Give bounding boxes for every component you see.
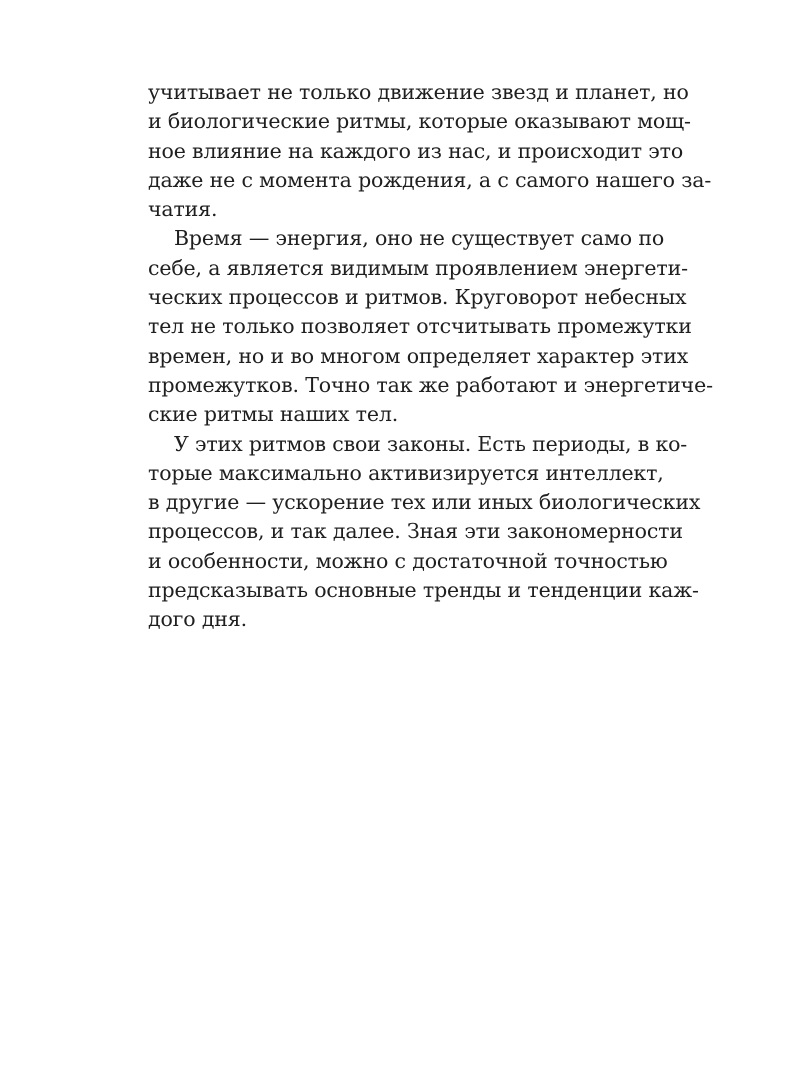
text-line: ские ритмы наших тел. (148, 402, 399, 427)
text-line: предсказывать основные тренды и тенденции каж- (148, 578, 699, 603)
text-line: себе, а является видимым проявлением энергети- (148, 255, 688, 280)
text-line: Время — энергия, оно не существует само по (174, 226, 665, 251)
body-text (148, 78, 713, 635)
text-line: в другие — ускорение тех или иных биологических (148, 490, 701, 515)
text-line: дого дня. (148, 607, 247, 632)
text-line: ческих процессов и ритмов. Круговорот небесных (148, 285, 687, 310)
text-line: промежутков. Точно так же работают и энергетиче- (148, 372, 713, 397)
text-line: учитывает не только движение звезд и планет, но (148, 80, 689, 104)
text-line: времен, но и во многом определяет характер этих (148, 343, 689, 368)
text-line: чатия. (148, 197, 218, 222)
text-line: У этих ритмов свои законы. Есть периоды, в ко- (174, 431, 688, 456)
text-line: тел не только позволяет отсчитывать промежутки (148, 314, 692, 339)
text-line: торые максимально активизируется интеллект, (148, 460, 664, 485)
text-line: и биологические ритмы, которые оказывают мощ- (148, 109, 691, 134)
text-line: и особенности, можно с достаточной точностью (148, 548, 668, 573)
text-line: процессов, и так далее. Зная эти закономерности (148, 519, 683, 544)
text-line: даже не с момента рождения, а с самого нашего за- (148, 167, 712, 192)
text-line: ное влияние на каждого из нас, и происходит это (148, 138, 684, 163)
